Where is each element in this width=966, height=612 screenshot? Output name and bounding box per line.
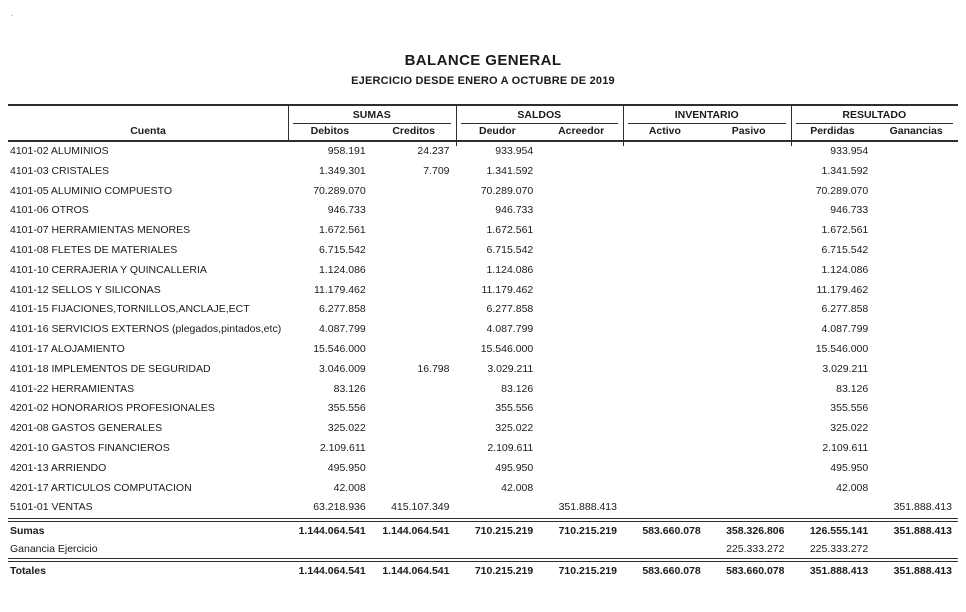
cell-deudor: 710.215.219	[474, 525, 534, 538]
group-header-row	[8, 106, 958, 123]
cell-creditos	[372, 182, 456, 202]
cell-deudor: 933.954	[495, 145, 534, 157]
cell-acreedor	[539, 540, 623, 558]
cell-debitos: 42.008	[333, 481, 366, 494]
cell-perdidas: 6.277.858	[821, 303, 869, 316]
cell-deudor: 3.029.211	[487, 362, 534, 375]
cell-activo	[623, 479, 707, 499]
page-subtitle: EJERCICIO DESDE ENERO A OCTUBRE DE 2019	[351, 75, 615, 87]
group-header-spacer	[8, 106, 288, 124]
cell-acreedor	[539, 459, 623, 479]
cell-pasivo	[707, 201, 791, 221]
cell-perdidas: 6.715.542	[821, 243, 869, 256]
cell-ganancias	[874, 281, 958, 301]
cell-pasivo: 225.333.272	[726, 543, 785, 556]
cell-pasivo	[707, 320, 791, 340]
cell-pasivo	[707, 221, 791, 241]
summary-row	[8, 522, 958, 540]
group-header-sumas: SUMAS	[288, 106, 456, 124]
cell-pasivo: 583.660.078	[726, 565, 785, 578]
table-row	[8, 221, 958, 241]
cell-acreedor	[539, 300, 623, 320]
cell-cuenta: 4201-17 ARTICULOS COMPUTACION	[10, 481, 192, 494]
cell-perdidas: 126.555.141	[809, 525, 869, 538]
cell-pasivo	[707, 340, 791, 360]
cell-ganancias: 351.888.413	[893, 501, 952, 514]
cell-perdidas: 355.556	[830, 402, 869, 415]
cell-pasivo	[707, 479, 791, 499]
cell-creditos: 7.709	[423, 164, 450, 177]
table-row	[8, 201, 958, 221]
cell-cuenta: Totales	[10, 565, 46, 578]
cell-ganancias	[874, 182, 958, 202]
table-row	[8, 360, 958, 380]
cell-perdidas: 4.087.799	[821, 323, 869, 336]
cell-activo	[623, 399, 707, 419]
cell-debitos: 495.950	[327, 461, 366, 474]
cell-creditos	[372, 439, 456, 459]
cell-debitos: 946.733	[327, 204, 366, 217]
cell-acreedor	[539, 261, 623, 281]
summary-sumas-row	[8, 522, 958, 540]
cell-cuenta: 4201-13 ARRIENDO	[10, 461, 107, 474]
cell-activo	[623, 221, 707, 241]
page-title: BALANCE GENERAL	[404, 52, 562, 69]
header-divider-cuenta	[288, 104, 289, 142]
cell-activo	[623, 281, 707, 301]
cell-debitos	[288, 540, 372, 558]
cell-deudor: 946.733	[495, 204, 534, 217]
cell-pasivo	[707, 399, 791, 419]
cell-deudor: 42.008	[501, 481, 534, 494]
cell-ganancias	[874, 459, 958, 479]
table-row	[8, 439, 958, 459]
cell-perdidas: 42.008	[836, 481, 869, 494]
cell-acreedor	[539, 201, 623, 221]
cell-cuenta: 4101-10 CERRAJERIA Y QUINCALLERIA	[10, 263, 207, 276]
header-divider-saldos-inventario	[623, 104, 624, 146]
cell-creditos	[372, 380, 456, 400]
cell-creditos	[372, 201, 456, 221]
cell-activo: 583.660.078	[642, 525, 701, 538]
cell-cuenta: 4101-05 ALUMINIO COMPUESTO	[10, 184, 173, 197]
table-row	[8, 142, 958, 162]
cell-perdidas: 495.950	[830, 461, 869, 474]
cell-activo	[623, 360, 707, 380]
table-row	[8, 320, 958, 340]
header-divider-inventario-resultado	[791, 104, 792, 146]
cell-activo	[623, 340, 707, 360]
cell-deudor: 15.546.000	[480, 342, 534, 355]
cell-debitos: 1.124.086	[319, 263, 366, 276]
column-header-ganancias: Ganancias	[889, 125, 943, 137]
cell-creditos	[372, 399, 456, 419]
cell-deudor	[456, 540, 540, 558]
table-row	[8, 479, 958, 499]
cell-deudor: 83.126	[501, 382, 534, 395]
cell-cuenta: 4101-16 SERVICIOS EXTERNOS (plegados,pintados,etc)	[10, 323, 282, 336]
cell-cuenta: Ganancia Ejercicio	[10, 543, 98, 556]
column-header-pasivo: Pasivo	[731, 125, 766, 137]
cell-acreedor: 351.888.413	[558, 501, 617, 514]
column-header-acreedor: Acreedor	[558, 125, 605, 137]
cell-activo	[623, 182, 707, 202]
cell-debitos: 11.179.462	[313, 283, 366, 296]
cell-creditos	[372, 479, 456, 499]
cell-perdidas: 946.733	[830, 204, 869, 217]
cell-deudor	[456, 498, 540, 518]
column-header-debitos: Debitos	[310, 125, 350, 137]
cell-deudor: 355.556	[495, 402, 534, 415]
cell-pasivo	[707, 241, 791, 261]
cell-debitos: 83.126	[333, 382, 366, 395]
cell-cuenta: 4201-08 GASTOS GENERALES	[10, 422, 163, 435]
cell-acreedor	[539, 221, 623, 241]
cell-acreedor	[539, 182, 623, 202]
cell-deudor: 325.022	[495, 422, 534, 435]
cell-perdidas: 3.029.211	[822, 362, 869, 375]
cell-debitos: 3.046.009	[319, 362, 366, 375]
cell-ganancias	[874, 320, 958, 340]
cell-deudor: 6.277.858	[486, 303, 534, 316]
cell-activo	[623, 439, 707, 459]
cell-cuenta: 4101-07 HERRAMIENTAS MENORES	[10, 224, 191, 237]
cell-creditos	[372, 540, 456, 558]
table-row	[8, 182, 958, 202]
cell-pasivo	[707, 300, 791, 320]
cell-activo: 583.660.078	[642, 565, 701, 578]
column-header-perdidas: Perdidas	[810, 125, 855, 137]
cell-acreedor	[539, 241, 623, 261]
cell-perdidas: 325.022	[830, 422, 869, 435]
cell-activo	[623, 241, 707, 261]
cell-ganancias	[874, 540, 958, 558]
table-row	[8, 459, 958, 479]
cell-activo	[623, 201, 707, 221]
summary-totales-row	[8, 562, 958, 580]
table-row	[8, 300, 958, 320]
cell-cuenta: 4201-02 HONORARIOS PROFESIONALES	[10, 402, 215, 415]
cell-pasivo	[707, 419, 791, 439]
cell-activo	[623, 142, 707, 162]
table-row	[8, 498, 958, 518]
summary-row	[8, 540, 958, 558]
table-row	[8, 241, 958, 261]
cell-activo	[623, 498, 707, 518]
stray-mark: .	[11, 8, 14, 18]
cell-cuenta: 4101-18 IMPLEMENTOS DE SEGURIDAD	[10, 362, 211, 375]
balance-table	[8, 104, 958, 580]
cell-pasivo	[707, 380, 791, 400]
cell-creditos: 1.144.064.541	[382, 525, 450, 538]
cell-creditos	[372, 419, 456, 439]
table-header	[8, 104, 958, 142]
cell-perdidas: 1.124.086	[821, 263, 869, 276]
cell-debitos: 1.144.064.541	[298, 525, 366, 538]
cell-ganancias	[874, 479, 958, 499]
cell-activo	[623, 380, 707, 400]
cell-creditos	[372, 340, 456, 360]
cell-debitos: 325.022	[327, 422, 366, 435]
cell-cuenta: 4101-03 CRISTALES	[10, 164, 110, 177]
cell-ganancias	[874, 439, 958, 459]
cell-acreedor	[539, 340, 623, 360]
cell-acreedor	[539, 439, 623, 459]
cell-activo	[623, 300, 707, 320]
cell-creditos	[372, 459, 456, 479]
cell-deudor: 4.087.799	[486, 323, 534, 336]
cell-creditos	[372, 320, 456, 340]
summary-ganancia-row	[8, 540, 958, 558]
cell-perdidas: 70.289.070	[815, 184, 869, 197]
cell-activo	[623, 320, 707, 340]
cell-creditos	[372, 281, 456, 301]
cell-pasivo	[707, 459, 791, 479]
table-row	[8, 162, 958, 182]
cell-ganancias: 351.888.413	[893, 525, 952, 538]
header-divider-sumas-saldos	[456, 104, 457, 146]
group-header-saldos: SALDOS	[456, 106, 624, 124]
cell-acreedor	[539, 162, 623, 182]
table-row	[8, 380, 958, 400]
cell-cuenta: 4101-22 HERRAMIENTAS	[10, 382, 135, 395]
cell-acreedor	[539, 419, 623, 439]
cell-pasivo	[707, 182, 791, 202]
cell-acreedor	[539, 360, 623, 380]
cell-deudor: 495.950	[495, 461, 534, 474]
table-row	[8, 399, 958, 419]
cell-perdidas: 225.333.272	[809, 543, 869, 556]
cell-activo	[623, 162, 707, 182]
column-header-row	[8, 123, 958, 140]
table-row	[8, 340, 958, 360]
cell-acreedor	[539, 399, 623, 419]
cell-perdidas: 351.888.413	[809, 565, 869, 578]
cell-debitos: 6.277.858	[319, 303, 366, 316]
cell-acreedor: 710.215.219	[558, 525, 617, 538]
cell-cuenta: 4101-02 ALUMINIOS	[10, 145, 109, 157]
cell-pasivo: 358.326.806	[726, 525, 785, 538]
cell-creditos	[372, 300, 456, 320]
cell-pasivo	[707, 498, 791, 518]
cell-cuenta: 4101-15 FIJACIONES,TORNILLOS,ANCLAJE,ECT	[10, 303, 250, 316]
cell-activo	[623, 261, 707, 281]
cell-acreedor	[539, 320, 623, 340]
cell-acreedor: 710.215.219	[558, 565, 617, 578]
cell-pasivo	[707, 261, 791, 281]
cell-debitos: 958.191	[327, 145, 366, 157]
cell-cuenta: 4201-10 GASTOS FINANCIEROS	[10, 441, 170, 454]
cell-activo	[623, 459, 707, 479]
summary-row	[8, 562, 958, 580]
cell-creditos: 1.144.064.541	[382, 565, 450, 578]
column-header-cuenta: Cuenta	[130, 125, 166, 137]
cell-perdidas	[791, 498, 875, 518]
cell-cuenta: Sumas	[10, 525, 45, 538]
cell-creditos	[372, 241, 456, 261]
cell-creditos: 16.798	[417, 362, 450, 375]
cell-debitos: 1.672.561	[319, 224, 366, 237]
cell-creditos: 24.237	[417, 145, 450, 157]
table-row	[8, 419, 958, 439]
cell-ganancias	[874, 360, 958, 380]
cell-debitos: 2.109.611	[319, 441, 366, 454]
cell-perdidas: 1.672.561	[821, 224, 869, 237]
cell-ganancias	[874, 300, 958, 320]
cell-deudor: 6.715.542	[486, 243, 534, 256]
cell-ganancias	[874, 142, 958, 162]
cell-ganancias	[874, 241, 958, 261]
table-row	[8, 261, 958, 281]
column-header-activo: Activo	[648, 125, 681, 137]
cell-pasivo	[707, 439, 791, 459]
cell-debitos: 1.144.064.541	[298, 565, 366, 578]
cell-deudor: 1.672.561	[486, 224, 534, 237]
cell-debitos: 15.546.000	[313, 342, 366, 355]
cell-creditos	[372, 261, 456, 281]
cell-ganancias	[874, 162, 958, 182]
cell-debitos: 6.715.542	[319, 243, 366, 256]
cell-debitos: 4.087.799	[319, 323, 366, 336]
cell-ganancias	[874, 419, 958, 439]
cell-ganancias	[874, 380, 958, 400]
cell-acreedor	[539, 142, 623, 162]
group-header-resultado: RESULTADO	[791, 106, 959, 124]
cell-perdidas: 1.341.592	[821, 164, 869, 177]
cell-acreedor	[539, 380, 623, 400]
cell-cuenta: 5101-01 VENTAS	[10, 501, 93, 514]
cell-debitos: 70.289.070	[313, 184, 366, 197]
cell-deudor: 2.109.611	[487, 441, 534, 454]
cell-cuenta: 4101-12 SELLOS Y SILICONAS	[10, 283, 161, 296]
cell-pasivo	[707, 142, 791, 162]
cell-deudor: 1.341.592	[486, 164, 534, 177]
cell-ganancias	[874, 221, 958, 241]
cell-debitos: 355.556	[327, 402, 366, 415]
cell-cuenta: 4101-17 ALOJAMIENTO	[10, 342, 125, 355]
cell-perdidas: 933.954	[830, 145, 869, 157]
cell-ganancias: 351.888.413	[893, 565, 952, 578]
cell-perdidas: 11.179.462	[816, 283, 869, 296]
cell-ganancias	[874, 340, 958, 360]
cell-activo	[623, 419, 707, 439]
cell-pasivo	[707, 162, 791, 182]
cell-ganancias	[874, 201, 958, 221]
cell-cuenta: 4101-06 OTROS	[10, 204, 89, 217]
cell-pasivo	[707, 360, 791, 380]
cell-debitos: 1.349.301	[319, 164, 366, 177]
cell-deudor: 11.179.462	[481, 283, 534, 296]
cell-activo	[623, 540, 707, 558]
cell-cuenta: 4101-08 FLETES DE MATERIALES	[10, 243, 178, 256]
column-header-creditos: Creditos	[392, 125, 435, 137]
cell-acreedor	[539, 479, 623, 499]
cell-deudor: 1.124.086	[486, 263, 534, 276]
cell-deudor: 70.289.070	[480, 184, 534, 197]
table-row	[8, 281, 958, 301]
column-header-deudor: Deudor	[479, 125, 516, 137]
cell-acreedor	[539, 281, 623, 301]
table-body	[8, 142, 958, 518]
cell-deudor: 710.215.219	[474, 565, 534, 578]
cell-pasivo	[707, 281, 791, 301]
cell-creditos	[372, 221, 456, 241]
group-header-inventario: INVENTARIO	[623, 106, 791, 124]
cell-perdidas: 15.546.000	[815, 342, 869, 355]
cell-creditos: 415.107.349	[391, 501, 450, 514]
cell-ganancias	[874, 399, 958, 419]
cell-perdidas: 83.126	[836, 382, 869, 395]
cell-debitos: 63.218.936	[313, 501, 366, 514]
cell-perdidas: 2.109.611	[822, 441, 869, 454]
cell-ganancias	[874, 261, 958, 281]
